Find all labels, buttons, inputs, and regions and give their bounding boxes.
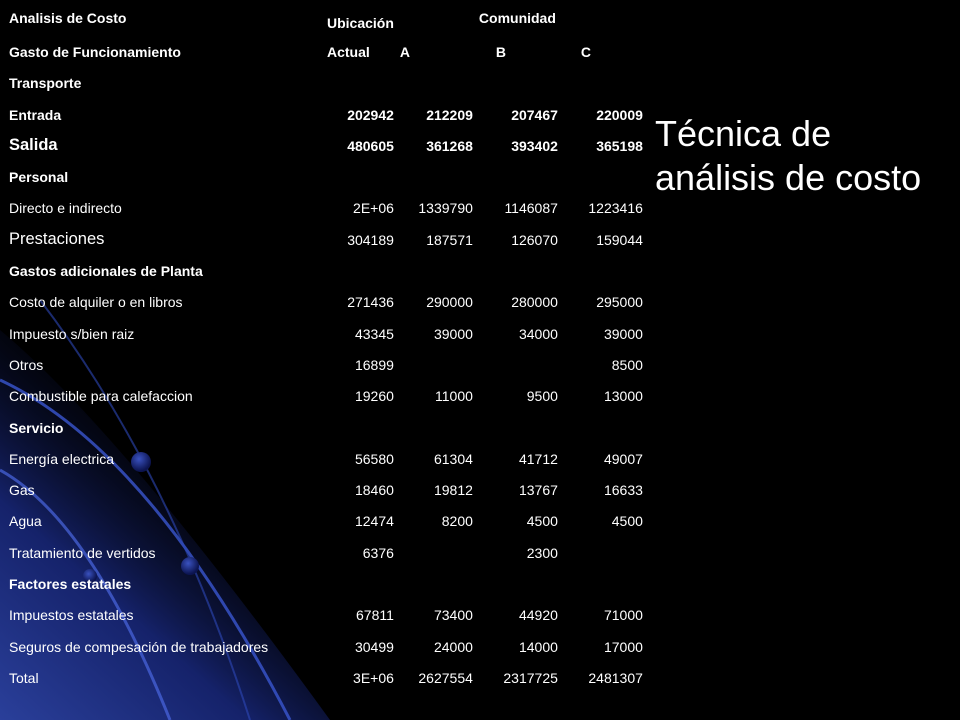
value-cell: 202942	[347, 106, 394, 123]
value-cell: 18460	[354, 482, 394, 499]
section-row	[6, 568, 646, 599]
row-label: Impuesto s/bien raiz	[9, 325, 135, 342]
table-row	[6, 631, 646, 662]
table-row	[6, 193, 646, 224]
table-row	[6, 537, 646, 568]
value-cell	[561, 537, 646, 568]
value-cell: 71000	[603, 607, 643, 624]
row-label: Agua	[9, 513, 42, 530]
row-label: Factores estatales	[9, 575, 132, 592]
value-cell	[324, 255, 397, 286]
value-cell	[397, 68, 476, 99]
value-cell	[561, 255, 646, 286]
header-cell: Analisis de Costo	[9, 10, 127, 27]
value-cell: 1339790	[418, 200, 473, 217]
value-cell	[561, 68, 646, 99]
value-cell: 44920	[518, 607, 558, 624]
value-cell	[561, 161, 646, 192]
value-cell: 212209	[426, 106, 473, 123]
value-cell	[397, 537, 476, 568]
value-cell: 43345	[354, 325, 394, 342]
row-label: Salida	[9, 136, 58, 155]
value-cell: 365198	[596, 137, 643, 154]
value-cell	[561, 568, 646, 599]
header-cell	[397, 0, 476, 36]
header-cell	[561, 0, 646, 36]
row-label: Gastos adicionales de Planta	[9, 263, 203, 280]
table-row	[6, 506, 646, 537]
value-cell: 56580	[354, 450, 394, 467]
value-cell	[397, 255, 476, 286]
value-cell: 2317725	[503, 669, 558, 686]
value-cell	[324, 412, 397, 443]
value-cell: 11000	[435, 388, 473, 405]
row-label: Servicio	[9, 419, 64, 436]
header-row-2	[6, 36, 646, 67]
row-label: Personal	[9, 169, 69, 186]
slide-title: Técnica de análisis de costo	[655, 113, 922, 198]
value-cell: 2481307	[588, 669, 643, 686]
header-cell: Ubicación	[327, 15, 394, 32]
value-cell: 16899	[354, 356, 394, 373]
value-cell	[397, 412, 476, 443]
value-cell: 361268	[426, 137, 473, 154]
row-label: Otros	[9, 356, 44, 373]
value-cell	[561, 412, 646, 443]
table-row	[6, 287, 646, 318]
value-cell: 1146087	[504, 200, 558, 217]
value-cell: 295000	[596, 294, 643, 311]
value-cell: 30499	[354, 638, 394, 655]
row-label: Entrada	[9, 106, 62, 123]
value-cell: 220009	[596, 106, 643, 123]
value-cell: 34000	[518, 325, 558, 342]
value-cell: 24000	[433, 638, 473, 655]
value-cell: 8500	[611, 356, 643, 373]
value-cell: 4500	[526, 513, 558, 530]
value-cell: 39000	[603, 325, 643, 342]
table-row	[6, 381, 646, 412]
value-cell: 271436	[347, 294, 394, 311]
row-label: Energía electrica	[9, 450, 115, 467]
value-cell: 2E+06	[353, 200, 394, 217]
row-label: Costo de alquiler o en libros	[9, 294, 183, 311]
section-row	[6, 161, 646, 192]
value-cell: 19812	[433, 482, 473, 499]
table-row	[6, 349, 646, 380]
value-cell: 13000	[603, 388, 643, 405]
section-row	[6, 412, 646, 443]
value-cell: 1223416	[588, 200, 643, 217]
value-cell: 3E+06	[353, 669, 394, 686]
value-cell: 2627554	[418, 669, 473, 686]
value-cell: 67811	[356, 607, 394, 624]
value-cell	[324, 68, 397, 99]
table-row	[6, 474, 646, 505]
section-row	[6, 255, 646, 286]
value-cell: 290000	[426, 294, 473, 311]
value-cell	[476, 161, 561, 192]
row-label: Combustible para calefaccion	[9, 388, 193, 405]
row-label: Total	[9, 669, 39, 686]
row-label: Tratamiento de vertidos	[9, 544, 156, 561]
value-cell	[397, 568, 476, 599]
header-cell: Comunidad	[478, 10, 556, 27]
value-cell: 41712	[518, 450, 558, 467]
row-label: Impuestos estatales	[9, 607, 134, 624]
table-row	[6, 662, 646, 693]
value-cell: 187571	[426, 231, 473, 248]
table-row	[6, 318, 646, 349]
header-cell: Gasto de Funcionamiento	[9, 43, 181, 60]
value-cell: 19260	[354, 388, 394, 405]
row-label: Directo e indirecto	[9, 200, 122, 217]
table-row	[6, 224, 646, 255]
value-cell: 9500	[526, 388, 558, 405]
value-cell: 17000	[603, 638, 643, 655]
value-cell: 2300	[526, 544, 558, 561]
cost-analysis-table	[6, 0, 646, 694]
value-cell: 207467	[511, 106, 558, 123]
header-cell: Actual	[327, 43, 370, 60]
header-cell: B	[495, 43, 507, 60]
value-cell: 304189	[347, 231, 394, 248]
value-cell	[476, 68, 561, 99]
header-cell: A	[399, 43, 411, 60]
header-row-1	[6, 0, 646, 36]
value-cell: 159044	[596, 231, 643, 248]
value-cell	[476, 568, 561, 599]
table-row	[6, 130, 646, 161]
row-label: Transporte	[9, 75, 82, 92]
table-row	[6, 600, 646, 631]
value-cell	[476, 349, 561, 380]
header-cell: C	[580, 43, 592, 60]
row-label: Seguros de compesación de trabajadores	[9, 638, 269, 655]
value-cell: 12474	[354, 513, 394, 530]
value-cell	[397, 349, 476, 380]
row-label: Prestaciones	[9, 230, 105, 249]
value-cell	[476, 255, 561, 286]
value-cell: 49007	[603, 450, 643, 467]
value-cell	[397, 161, 476, 192]
value-cell: 393402	[511, 137, 558, 154]
value-cell: 13767	[518, 482, 558, 499]
value-cell: 61304	[433, 450, 473, 467]
value-cell: 480605	[347, 137, 394, 154]
value-cell: 8200	[441, 513, 473, 530]
value-cell: 73400	[433, 607, 473, 624]
value-cell	[476, 412, 561, 443]
value-cell	[324, 161, 397, 192]
value-cell: 280000	[511, 294, 558, 311]
value-cell: 4500	[611, 513, 643, 530]
value-cell: 126070	[511, 231, 558, 248]
section-row	[6, 68, 646, 99]
table-row	[6, 99, 646, 130]
value-cell: 39000	[433, 325, 473, 342]
row-label: Gas	[9, 482, 35, 499]
value-cell: 6376	[362, 544, 394, 561]
value-cell: 14000	[518, 638, 558, 655]
value-cell	[324, 568, 397, 599]
table-row	[6, 443, 646, 474]
value-cell: 16633	[603, 482, 643, 499]
